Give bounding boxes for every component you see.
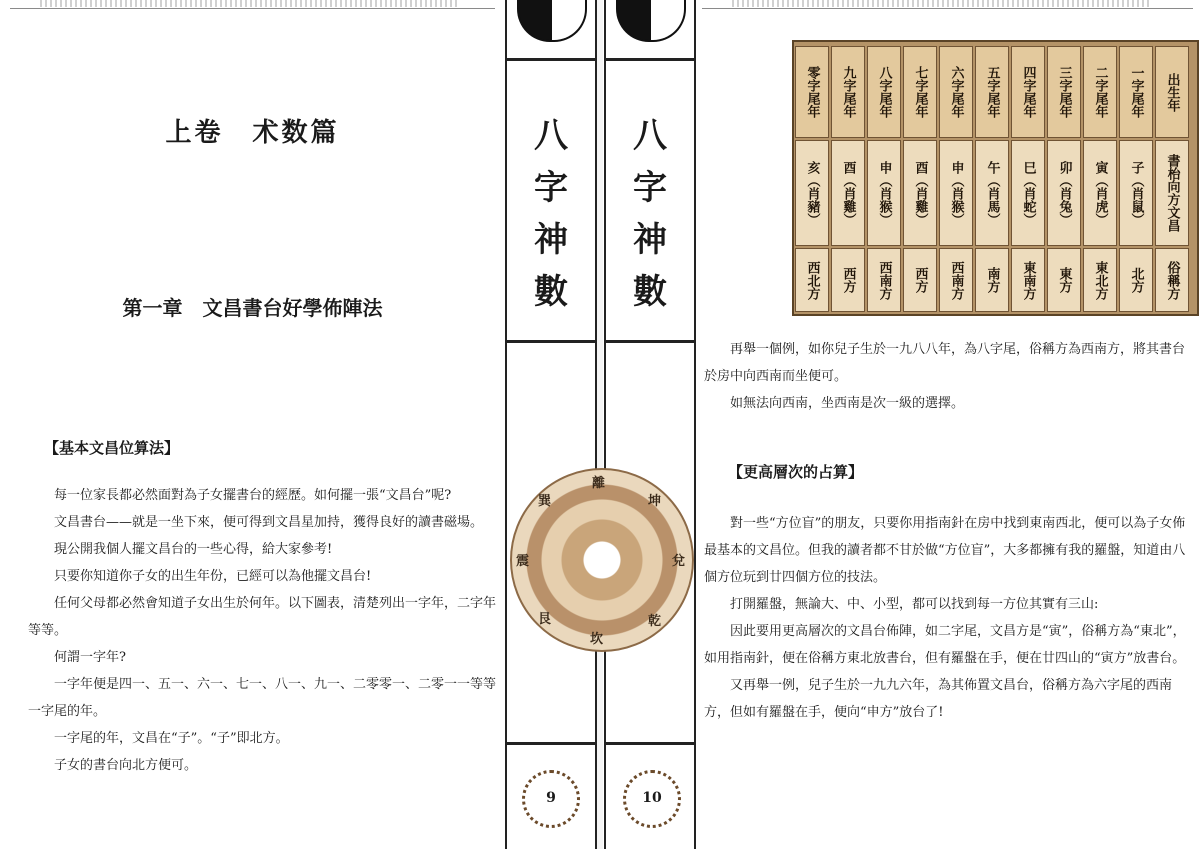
bagua-label: 巽 — [538, 494, 552, 509]
spine-title — [507, 110, 595, 318]
table-column — [795, 46, 829, 310]
bagua-label: 震 — [516, 554, 530, 569]
left-spine — [505, 0, 597, 849]
header-rule — [10, 8, 495, 9]
paragraph: 一字尾的年，文昌在“子”。“子”即北方。 — [54, 731, 289, 746]
table-cell-birth-year: 七字尾年 — [903, 46, 937, 138]
table-cell-direction: 北方 — [1119, 248, 1153, 312]
table-column — [1083, 46, 1117, 310]
bagua-label: 坎 — [590, 632, 604, 647]
table-cell-wenchang: 午（肖馬） — [975, 140, 1009, 246]
table-cell-birth-year: 八字尾年 — [867, 46, 901, 138]
spine-title-char: 神 — [633, 220, 667, 260]
table-cell-direction: 東北方 — [1083, 248, 1117, 312]
spine-rule — [507, 58, 595, 61]
paragraph: 再舉一個例，如你兒子生於一九八八年，為八字尾，俗稱方為西南方，將其書台於房中向西南而坐便可。 — [704, 342, 1186, 384]
table-cell-wenchang: 巳（肖蛇） — [1011, 140, 1045, 246]
header-scan-noise — [732, 0, 1152, 7]
table-cell-direction: 東方 — [1047, 248, 1081, 312]
page-number-right: 10 — [623, 770, 681, 828]
bagua-label: 離 — [592, 476, 606, 491]
table-cell-birth-year: 九字尾年 — [831, 46, 865, 138]
table-column — [1047, 46, 1081, 310]
paragraph: 因此要用更高層次的文昌台佈陣，如二字尾，文昌方是“寅”，俗稱方為“東北”，如用指南針，便在俗稱方東北放書台，但有羅盤在手，便在廿四山的“寅方”放書台。 — [704, 624, 1186, 666]
right-spine — [604, 0, 696, 849]
bagua-label: 乾 — [648, 614, 662, 629]
table-cell-wenchang: 申（肖猴） — [939, 140, 973, 246]
spine-title-char: 字 — [633, 168, 667, 208]
chapter-title: 第一章 文昌書台好學佈陣法 — [122, 296, 383, 320]
table-cell-wenchang: 書枱向方文昌 — [1155, 140, 1189, 246]
section-heading-advanced: 【更高層次的占算】 — [728, 463, 864, 481]
left-page — [0, 0, 505, 849]
section-heading-basic: 【基本文昌位算法】 — [44, 439, 180, 457]
spine-rule — [606, 340, 694, 343]
volume-title: 上卷 术数篇 — [165, 118, 340, 148]
wenchang-table — [792, 40, 1199, 316]
table-cell-birth-year: 四字尾年 — [1011, 46, 1045, 138]
paragraph: 如無法向西南，坐西南是次一級的選擇。 — [730, 396, 965, 411]
table-cell-birth-year: 一字尾年 — [1119, 46, 1153, 138]
spine-title-char: 神 — [534, 220, 568, 260]
paragraph: 打開羅盤，無論大、中、小型，都可以找到每一方位其實有三山: — [730, 597, 1099, 612]
spine-rule — [606, 742, 694, 745]
table-cell-direction: 東南方 — [1011, 248, 1045, 312]
table-cell-birth-year: 出生年 — [1155, 46, 1189, 138]
bagua-label: 兌 — [672, 554, 686, 569]
spine-title — [606, 110, 694, 318]
table-cell-wenchang: 寅（肖虎） — [1083, 140, 1117, 246]
spine-title-char: 數 — [534, 272, 568, 312]
table-column — [831, 46, 865, 310]
table-cell-direction: 南方 — [975, 248, 1009, 312]
table-column — [939, 46, 973, 310]
table-cell-direction: 西方 — [831, 248, 865, 312]
taiji-icon — [517, 0, 587, 42]
right-body-top — [704, 336, 1194, 417]
spine-title-char: 八 — [534, 116, 568, 156]
bagua-diagram — [510, 468, 694, 652]
paragraph: 只要你知道你子女的出生年份，已經可以為他擺文昌台! — [54, 569, 372, 584]
table-cell-wenchang: 子（肖鼠） — [1119, 140, 1153, 246]
spine-rule — [507, 340, 595, 343]
header-scan-noise — [40, 0, 460, 7]
table-cell-direction: 西南方 — [867, 248, 901, 312]
right-body-bottom — [704, 510, 1194, 726]
spine-title-char: 八 — [633, 116, 667, 156]
table-cell-direction: 西南方 — [939, 248, 973, 312]
table-column — [1011, 46, 1045, 310]
paragraph: 每一位家長都必然面對為子女擺書台的經歷。如何擺一張“文昌台”呢? — [54, 488, 452, 503]
gutter — [597, 0, 603, 849]
table-cell-birth-year: 零字尾年 — [795, 46, 829, 138]
table-cell-wenchang: 亥（肖豬） — [795, 140, 829, 246]
paragraph: 文昌書台——就是一坐下來，便可得到文昌星加持，獲得良好的讀書磁場。 — [54, 515, 484, 530]
table-cell-wenchang: 卯（肖兔） — [1047, 140, 1081, 246]
table-column — [903, 46, 937, 310]
table-column — [975, 46, 1009, 310]
spine-rule — [507, 742, 595, 745]
table-column — [867, 46, 901, 310]
paragraph: 子女的書台向北方便可。 — [54, 758, 198, 773]
table-cell-wenchang: 酉（肖雞） — [903, 140, 937, 246]
paragraph: 一字年便是四一、五一、六一、七一、八一、九一、二零零一、二零一一等等一字尾的年。 — [28, 677, 497, 719]
table-cell-birth-year: 六字尾年 — [939, 46, 973, 138]
table-cell-birth-year: 二字尾年 — [1083, 46, 1117, 138]
table-cell-birth-year: 三字尾年 — [1047, 46, 1081, 138]
paragraph: 現公開我個人擺文昌台的一些心得，給大家參考! — [54, 542, 333, 557]
table-column — [1155, 46, 1189, 310]
table-cell-direction: 西北方 — [795, 248, 829, 312]
taiji-icon — [616, 0, 686, 42]
paragraph: 又再舉一例，兒子生於一九九六年，為其佈置文昌台，俗稱方為六字尾的西南方，但如有羅盤在手，便向“申方”放台了! — [704, 678, 1173, 720]
right-page — [692, 0, 1203, 849]
spine-title-char: 字 — [534, 168, 568, 208]
table-cell-direction: 俗稱方 — [1155, 248, 1189, 312]
table-column — [1119, 46, 1153, 310]
spine-title-char: 數 — [633, 272, 667, 312]
bagua-label: 艮 — [538, 612, 552, 627]
page-number-left: 9 — [522, 770, 580, 828]
left-body-text — [28, 482, 498, 779]
paragraph: 任何父母都必然會知道子女出生於何年。以下圖表，清楚列出一字年，二字年等等。 — [28, 596, 497, 638]
table-cell-direction: 西方 — [903, 248, 937, 312]
table-cell-wenchang: 酉（肖雞） — [831, 140, 865, 246]
bagua-label: 坤 — [648, 494, 662, 509]
paragraph: 對一些“方位盲”的朋友，只要你用指南針在房中找到東南西北，便可以為子女佈最基本的文昌位。但我的讀者都不甘於做“方位盲”，大多都擁有我的羅盤，知道由八個方位玩到廿四個方位的技法。 — [704, 516, 1186, 585]
paragraph: 何謂一字年? — [54, 650, 126, 665]
spine-rule — [606, 58, 694, 61]
table-cell-birth-year: 五字尾年 — [975, 46, 1009, 138]
header-rule — [702, 8, 1193, 9]
table-cell-wenchang: 申（肖猴） — [867, 140, 901, 246]
